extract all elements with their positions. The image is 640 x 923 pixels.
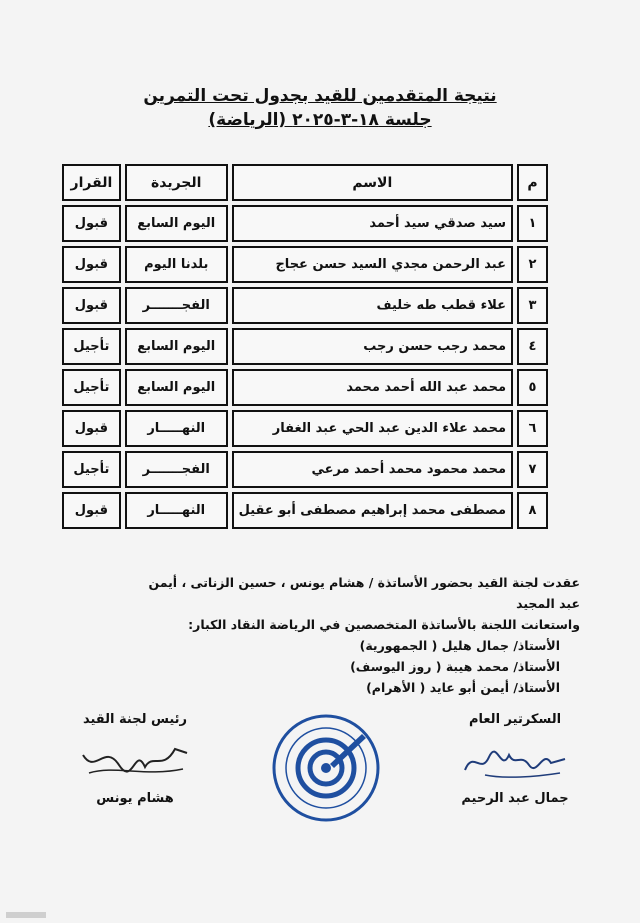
row-decision: قبول [62,246,121,283]
row-decision: قبول [62,205,121,242]
table-header-row [62,164,548,201]
table-row [62,287,548,324]
signature-committee-name: هشام يونس [96,791,174,806]
signature-committee-head [60,712,210,806]
header-num: م [517,164,548,201]
header-newspaper: الجريدة [125,164,228,201]
header-name: الاسم [232,164,513,201]
table-row [62,369,548,406]
committee-notes [140,572,580,698]
row-num: ٦ [517,410,548,447]
attendee-item: الأستاذ/ محمد هيبة ( روز اليوسف) [350,659,560,674]
scan-edge-mark [6,912,46,918]
row-newspaper: اليوم السابع [125,369,228,406]
table-row [62,492,548,529]
notes-line-specialists: واستعانت اللجنة بالأساتذة المتخصصين في الرياضة النقاد الكبار: [188,617,580,632]
row-name: سيد صدقي سيد أحمد [232,205,513,242]
row-name: محمد علاء الدين عبد الحي عبد الغفار [232,410,513,447]
document-subtitle: جلسة ١٨-٣-٢٠٢٥ (الرياضة) [208,110,432,130]
row-name: محمد محمود محمد أحمد مرعي [232,451,513,488]
table-row [62,328,548,365]
row-decision: قبول [62,492,121,529]
row-newspaper: النهـــــار [125,410,228,447]
row-num: ٤ [517,328,548,365]
row-newspaper: اليوم السابع [125,205,228,242]
row-decision: تأجيل [62,451,121,488]
row-decision: تأجيل [62,328,121,365]
row-num: ٨ [517,492,548,529]
row-name: محمد رجب حسن رجب [232,328,513,365]
row-decision: قبول [62,410,121,447]
document-title: نتيجة المتقدمين للقيد بجدول تحت التمرين [143,86,497,106]
signature-committee-role: رئيس لجنة القيد [82,712,188,727]
row-name: عبد الرحمن مجدي السيد حسن عجاج [232,246,513,283]
row-newspaper: بلدنا اليوم [125,246,228,283]
syndicate-seal-icon [270,712,382,824]
row-decision: تأجيل [62,369,121,406]
row-num: ٣ [517,287,548,324]
notes-line-committee: عقدت لجنة القيد بحضور الأساتذة / هشام يونس ، حسين الزناتى ، أيمن عبد المجيد [148,575,580,611]
row-name: علاء قطب طه خليف [232,287,513,324]
table-row [62,410,548,447]
signature-secretary-name: جمال عبد الرحيم [461,791,569,806]
handwritten-signature-icon [455,735,575,785]
signature-secretary-role: السكرتير العام [468,712,562,727]
table-row [62,246,548,283]
results-table [58,160,552,533]
row-decision: قبول [62,287,121,324]
signature-secretary [440,712,590,806]
row-num: ٢ [517,246,548,283]
row-newspaper: الفجـــــــر [125,287,228,324]
row-newspaper: النهـــــار [125,492,228,529]
header-decision: القرار [62,164,121,201]
row-name: مصطفى محمد إبراهيم مصطفى أبو عقيل [232,492,513,529]
handwritten-signature-icon [75,735,195,785]
table-row [62,205,548,242]
row-num: ٥ [517,369,548,406]
attendee-item: الأستاذ/ أيمن أبو عايد ( الأهرام) [366,680,560,695]
row-num: ٧ [517,451,548,488]
row-num: ١ [517,205,548,242]
row-newspaper: اليوم السابع [125,328,228,365]
row-newspaper: الفجـــــــر [125,451,228,488]
table-row [62,451,548,488]
row-name: محمد عبد الله أحمد محمد [232,369,513,406]
attendee-item: الأستاذ/ جمال هليل ( الجمهورية) [359,638,560,653]
